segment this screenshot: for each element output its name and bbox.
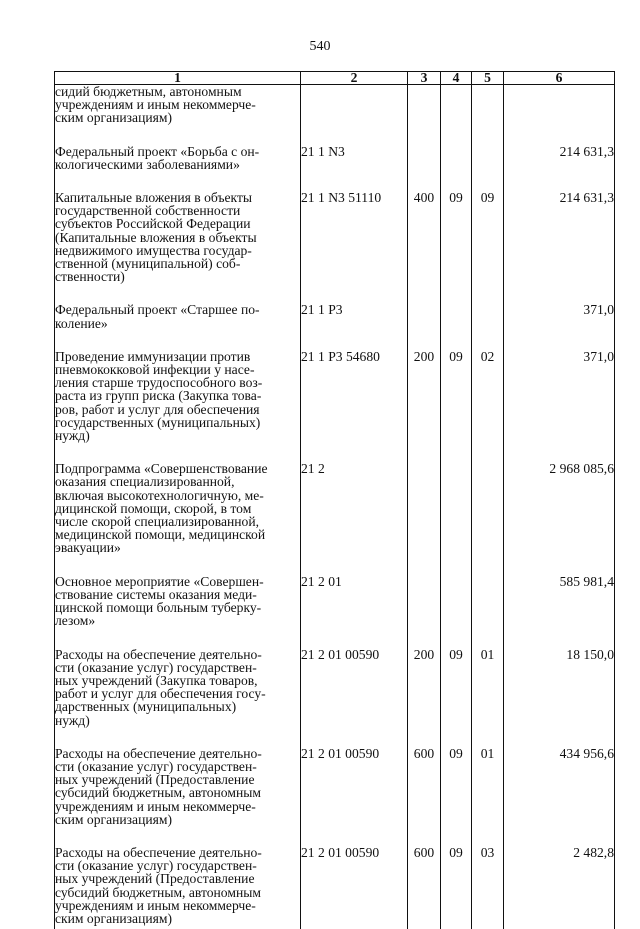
table-row bbox=[55, 846, 615, 929]
row-name: Расходы на обеспечение деятельно- сти (оказание услуг) государствен- ных учреждений (Закупка товаров, работ и услуг для обеспечения госу- дарственных (муниципальных) нужд) bbox=[55, 648, 301, 747]
table-row bbox=[55, 350, 615, 462]
table-row bbox=[55, 85, 615, 145]
row-amount: 2 482,8 bbox=[504, 846, 615, 929]
column-header: 3 bbox=[408, 72, 441, 85]
row-code: 21 2 bbox=[301, 462, 408, 574]
row-vr bbox=[408, 462, 441, 574]
row-name: Федеральный проект «Старшее по- коление» bbox=[55, 303, 301, 349]
row-amount: 214 631,3 bbox=[504, 191, 615, 303]
table-row bbox=[55, 145, 615, 191]
row-vr bbox=[408, 85, 441, 145]
row-amount: 434 956,6 bbox=[504, 747, 615, 846]
row-vr bbox=[408, 575, 441, 648]
row-pr: 09 bbox=[472, 191, 504, 303]
row-pr bbox=[472, 85, 504, 145]
row-vr: 400 bbox=[408, 191, 441, 303]
row-code: 21 2 01 00590 bbox=[301, 648, 408, 747]
table-row bbox=[55, 575, 615, 648]
row-rz: 09 bbox=[441, 747, 472, 846]
row-code: 21 1 P3 54680 bbox=[301, 350, 408, 462]
row-name: Расходы на обеспечение деятельно- сти (оказание услуг) государствен- ных учреждений (Предоставление субсидий бюджетным, автономным учреждениям и иным некоммерче- ским организациям) bbox=[55, 846, 301, 929]
row-vr bbox=[408, 303, 441, 349]
row-code: 21 1 N3 bbox=[301, 145, 408, 191]
row-name: Расходы на обеспечение деятельно- сти (оказание услуг) государствен- ных учреждений (Предоставление субсидий бюджетным, автономным учреждениям и иным некоммерче- ским организациям) bbox=[55, 747, 301, 846]
row-rz bbox=[441, 575, 472, 648]
table-row bbox=[55, 303, 615, 349]
row-code: 21 1 P3 bbox=[301, 303, 408, 349]
row-vr bbox=[408, 145, 441, 191]
row-pr bbox=[472, 145, 504, 191]
row-amount: 18 150,0 bbox=[504, 648, 615, 747]
row-pr bbox=[472, 303, 504, 349]
row-amount: 214 631,3 bbox=[504, 145, 615, 191]
column-header: 5 bbox=[472, 72, 504, 85]
column-header: 2 bbox=[301, 72, 408, 85]
budget-table bbox=[54, 71, 615, 929]
row-amount bbox=[504, 85, 615, 145]
row-pr: 02 bbox=[472, 350, 504, 462]
table-row bbox=[55, 191, 615, 303]
row-rz bbox=[441, 145, 472, 191]
row-amount: 371,0 bbox=[504, 350, 615, 462]
row-name: Федеральный проект «Борьба с он- кологическими заболеваниями» bbox=[55, 145, 301, 191]
column-header: 1 bbox=[55, 72, 301, 85]
row-amount: 2 968 085,6 bbox=[504, 462, 615, 574]
page-number: 540 bbox=[309, 39, 331, 54]
row-pr bbox=[472, 575, 504, 648]
row-pr: 01 bbox=[472, 747, 504, 846]
table-row bbox=[55, 747, 615, 846]
row-pr: 03 bbox=[472, 846, 504, 929]
row-amount: 371,0 bbox=[504, 303, 615, 349]
row-rz: 09 bbox=[441, 846, 472, 929]
row-rz: 09 bbox=[441, 350, 472, 462]
row-name: сидий бюджетным, автономным учреждениям и иным некоммерче- ским организациям) bbox=[55, 85, 301, 145]
row-vr: 200 bbox=[408, 350, 441, 462]
row-vr: 600 bbox=[408, 846, 441, 929]
row-vr: 600 bbox=[408, 747, 441, 846]
row-code: 21 1 N3 51110 bbox=[301, 191, 408, 303]
row-name: Подпрограмма «Совершенствование оказания специализированной, включая высокотехнологичную, ме- дицинской помощи, скорой, в том числе скорой специализированной, медицинской помощи, медицинской эвакуации» bbox=[55, 462, 301, 574]
row-rz: 09 bbox=[441, 648, 472, 747]
row-code: 21 2 01 00590 bbox=[301, 846, 408, 929]
row-name: Капитальные вложения в объекты государственной собственности субъектов Российской Федерации (Капитальные вложения в объекты недвижимого имущества государ- ственной (муниципальной) соб- ственности) bbox=[55, 191, 301, 303]
row-vr: 200 bbox=[408, 648, 441, 747]
row-pr bbox=[472, 462, 504, 574]
row-amount: 585 981,4 bbox=[504, 575, 615, 648]
row-code: 21 2 01 bbox=[301, 575, 408, 648]
row-name: Проведение иммунизации против пневмококковой инфекции у насе- ления старше трудоспособного воз- раста из групп риска (Закупка това- ров, работ и услуг для обеспечения государственных (муниципальных) нужд) bbox=[55, 350, 301, 462]
column-header: 6 bbox=[504, 72, 615, 85]
table-row bbox=[55, 462, 615, 574]
table-row bbox=[55, 648, 615, 747]
row-rz bbox=[441, 462, 472, 574]
row-code: 21 2 01 00590 bbox=[301, 747, 408, 846]
row-rz: 09 bbox=[441, 191, 472, 303]
column-header: 4 bbox=[441, 72, 472, 85]
row-rz bbox=[441, 303, 472, 349]
row-rz bbox=[441, 85, 472, 145]
table-header-row bbox=[55, 72, 615, 85]
row-code bbox=[301, 85, 408, 145]
row-pr: 01 bbox=[472, 648, 504, 747]
row-name: Основное мероприятие «Совершен- ствование системы оказания меди- цинской помощи больным туберку- лезом» bbox=[55, 575, 301, 648]
